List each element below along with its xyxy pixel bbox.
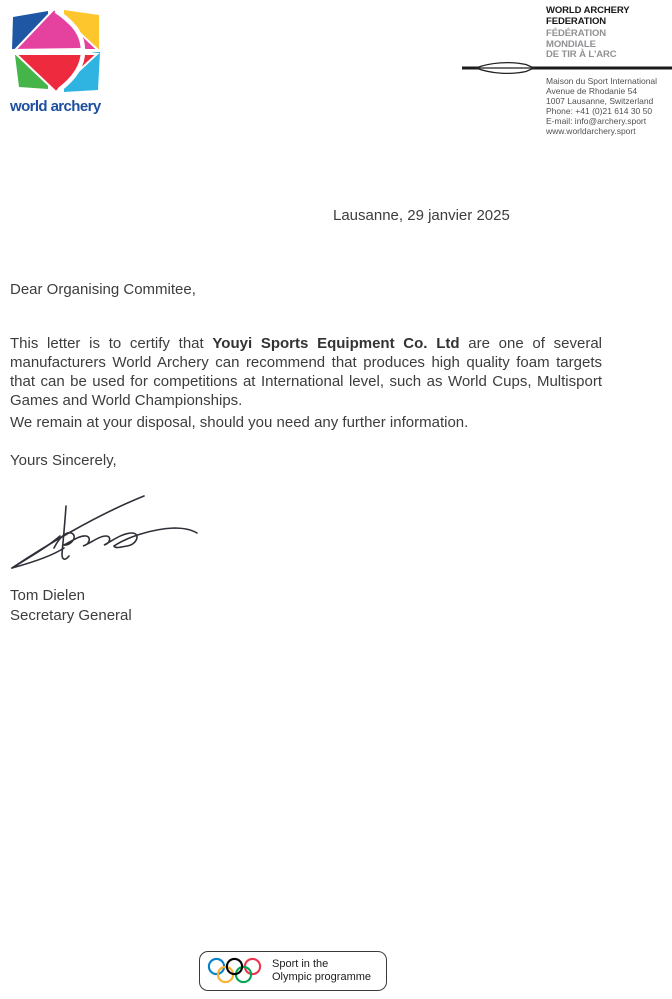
olympic-badge-text: [272, 958, 371, 984]
closing-line: Yours Sincerely,: [10, 452, 117, 469]
federation-name-en: [546, 6, 630, 27]
arrow-divider: [462, 60, 672, 76]
olympic-ring-green: [236, 967, 251, 982]
olympic-ring-red: [245, 959, 260, 974]
world-archery-logo: [10, 8, 102, 115]
address-line-email: E-mail: info@archery.sport: [546, 116, 647, 126]
olympic-ring-blue: [209, 959, 224, 974]
address-line-phone: Phone: +41 (0)21 614 30 50: [546, 106, 653, 116]
federation-name-fr: [546, 29, 617, 61]
federation-address: [546, 76, 657, 136]
olympic-badge-line1: Sport in the: [272, 958, 329, 970]
signature-icon: [8, 486, 208, 574]
olympic-ring-black: [227, 959, 242, 974]
address-line-3: 1007 Lausanne, Switzerland: [546, 96, 654, 106]
olympic-ring-yellow: [218, 967, 233, 982]
federation-name-fr-line2: MONDIALE: [546, 38, 596, 50]
signer-name: Tom Dielen: [10, 587, 86, 604]
arrow-icon: [462, 60, 672, 76]
olympic-programme-badge: [199, 951, 387, 991]
para1-text-after: are one of several manufacturers World Archery can recommend that produces high quality foam targets that can be used for competitions at International level, such as World Cups, Multisport Games and World Championships.: [10, 335, 602, 409]
federation-name-fr-line1: FÉDÉRATION: [546, 28, 607, 39]
olympic-badge-line2: Olympic programme: [272, 971, 372, 983]
salutation: Dear Organising Commitee,: [10, 281, 196, 298]
body-paragraph-2: We remain at your disposal, should you need any further information.: [10, 414, 469, 431]
address-line-website: www.worldarchery.sport: [546, 126, 636, 136]
para1-company-name: Youyi Sports Equipment Co. Ltd: [212, 335, 460, 352]
federation-name-en-line2: FEDERATION: [546, 15, 607, 27]
body-paragraph-1: [10, 334, 602, 410]
olympic-rings-icon: [207, 957, 263, 985]
signer-title: Secretary General: [10, 606, 132, 624]
address-line-1: Maison du Sport International: [546, 76, 658, 86]
world-archery-logo-icon: [10, 8, 102, 94]
federation-name-en-line1: WORLD ARCHERY: [546, 5, 630, 16]
signature-graphic: [8, 486, 208, 579]
address-line-2: Avenue de Rhodanie 54: [546, 86, 638, 96]
federation-name-fr-line3: DE TIR À L'ARC: [546, 49, 617, 60]
signer-block: [10, 586, 132, 625]
para1-text-before: This letter is to certify that: [10, 335, 213, 352]
logo-wordmark: world archery: [10, 98, 101, 115]
date-line: Lausanne, 29 janvier 2025: [333, 207, 510, 224]
